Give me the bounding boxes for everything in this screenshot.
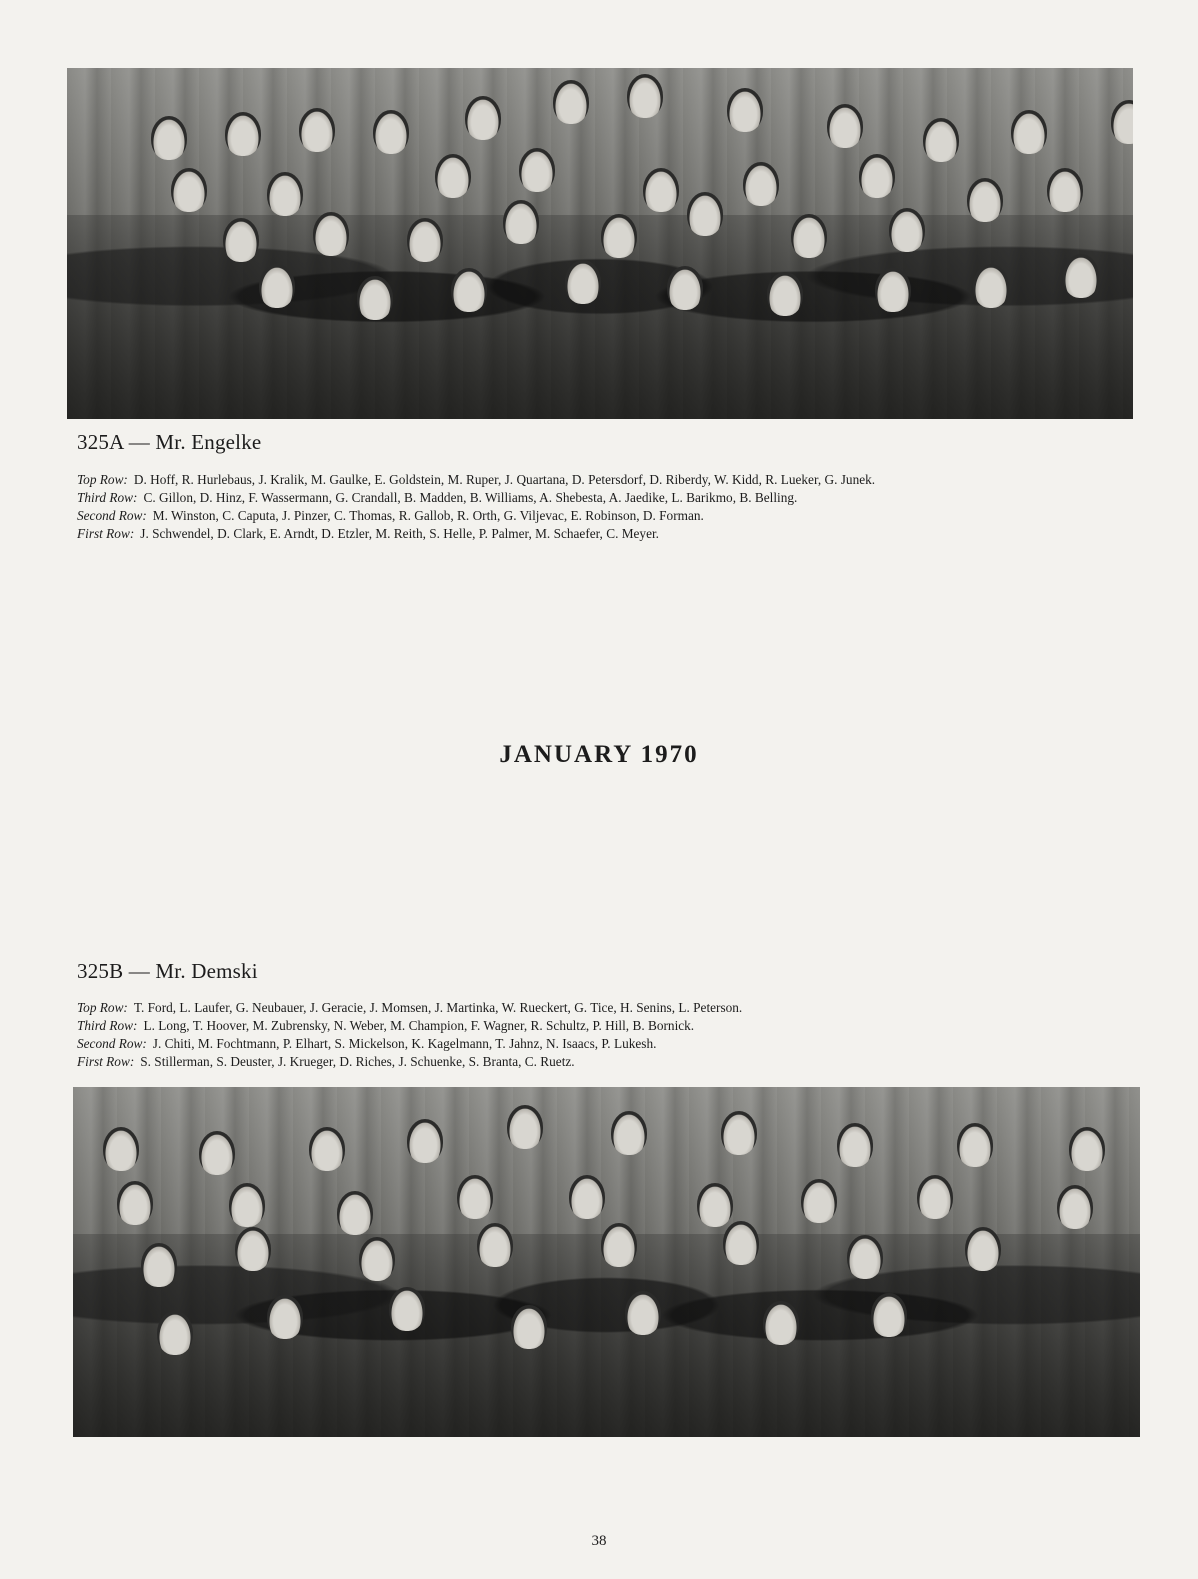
row-names: T. Ford, L. Laufer, G. Neubauer, J. Geracie, J. Momsen, J. Martinka, W. Rueckert, G. Tice, H. Senins, L. Peterson. [133,1000,743,1015]
row-names: S. Stillerman, S. Deuster, J. Krueger, D. Riches, J. Schuenke, S. Branta, C. Ruetz. [140,1054,575,1069]
row-second-325a [77,508,1133,523]
name-list-325b [77,1000,1133,1072]
row-label: Second Row: [77,1036,147,1051]
name-list-325a [77,472,1133,544]
row-names: L. Long, T. Hoover, M. Zubrensky, N. Weber, M. Champion, F. Wagner, R. Schultz, P. Hill, B. Bornick. [143,1018,695,1033]
row-label: Top Row: [77,472,128,487]
row-second-325b [77,1036,1133,1051]
row-top-325a [77,472,1133,487]
row-label: Third Row: [77,490,138,505]
row-first-325a [77,526,1133,541]
date-heading: JANUARY 1970 [499,741,699,768]
row-third-325b [77,1018,1133,1033]
row-first-325b [77,1054,1133,1069]
photo-figures [73,1087,1140,1437]
row-names: M. Winston, C. Caputa, J. Pinzer, C. Thomas, R. Gallob, R. Orth, G. Viljevac, E. Robinson, D. Forman. [152,508,704,523]
row-names: C. Gillon, D. Hinz, F. Wassermann, G. Crandall, B. Madden, B. Williams, A. Shebesta, A. Jaedike, L. Barikmo, B. Belling. [143,490,798,505]
page-number: 38 [591,1533,607,1549]
row-label: Top Row: [77,1000,128,1015]
row-top-325b [77,1000,1133,1015]
row-label: First Row: [77,526,135,541]
row-names: J. Chiti, M. Fochtmann, P. Elhart, S. Mickelson, K. Kagelmann, T. Jahnz, N. Isaacs, P. Lukesh. [152,1036,657,1051]
row-label: Second Row: [77,508,147,523]
class-photo-325a [67,68,1133,419]
photo-figures [67,68,1133,419]
row-label: First Row: [77,1054,135,1069]
row-names: D. Hoff, R. Hurlebaus, J. Kralik, M. Gaulke, E. Goldstein, M. Ruper, J. Quartana, D. Petersdorf, D. Riberdy, W. Kidd, R. Lueker, G. Junek. [133,472,876,487]
class-heading-325b: 325B — Mr. Demski [77,959,258,983]
class-photo-325b [73,1087,1140,1437]
row-names: J. Schwendel, D. Clark, E. Arndt, D. Etzler, M. Reith, S. Helle, P. Palmer, M. Schaefer, C. Meyer. [140,526,660,541]
row-label: Third Row: [77,1018,138,1033]
class-heading-325a: 325A — Mr. Engelke [77,430,262,454]
row-third-325a [77,490,1133,505]
